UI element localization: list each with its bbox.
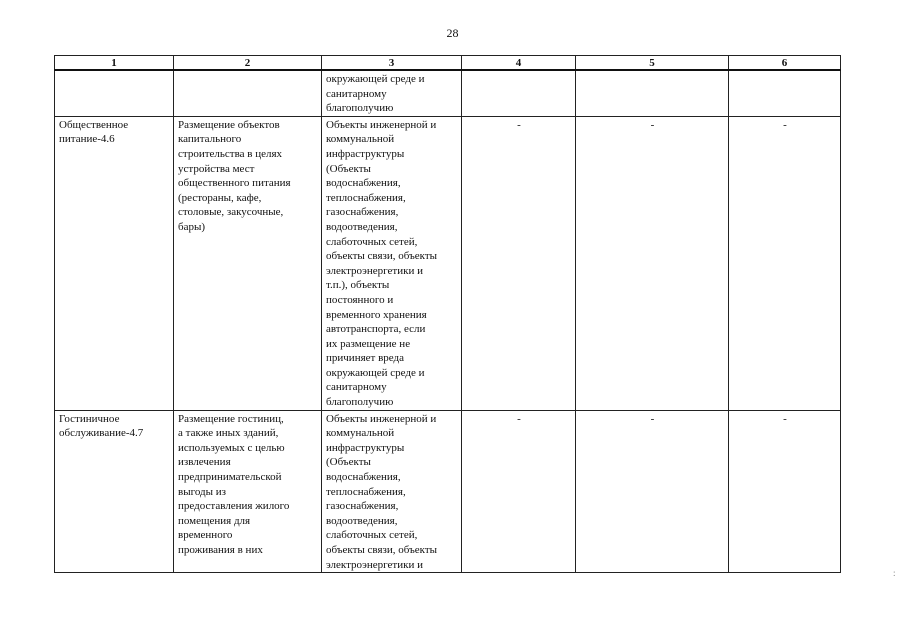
cell-col-5: - [576,410,729,573]
cell-land-use-type [55,70,174,116]
cell-line: водоснабжения, [326,471,401,484]
cell-line: устройства мест [178,162,255,175]
cell-line: коммунальной [326,133,395,146]
cell-line: временного [178,529,233,542]
column-header-1: 1 [55,56,174,71]
cell-col-6 [729,70,841,116]
cell-line: газоснабжения, [326,500,399,513]
cell-line: окружающей среде и [326,73,425,85]
cell-col-4 [462,70,576,116]
table-row [55,410,841,573]
cell-line: Размещение гостиниц, [178,412,284,425]
cell-line: теплоснабжения, [326,191,406,204]
cell-line: слаботочных сетей, [326,529,418,542]
cell-line: выгоды из [178,485,226,498]
cell-line: водоснабжения, [326,177,401,190]
cell-line: предоставления жилого [178,500,290,513]
table-row [55,116,841,410]
cell-col-5 [576,70,729,116]
cell-line: предпринимательской [178,471,282,484]
cell-line: автотранспорта, если [326,323,426,336]
cell-line: строительства в целях [178,147,283,160]
cell-line: столовые, закусочные, [178,206,284,219]
cell-line: объекты связи, объекты [326,250,438,263]
cell-line: коммунальной [326,427,395,440]
cell-description [174,116,322,410]
cell-land-use-type [55,116,174,410]
cell-description [174,70,322,116]
cell-col-4: - [462,116,576,410]
table-row [55,70,841,116]
cell-line: электроэнергетики и [326,264,423,277]
column-header-5: 5 [576,56,729,71]
column-header-6: 6 [729,56,841,71]
cell-line: используемых с целью [178,441,285,454]
cell-auxiliary-objects [322,410,462,573]
cell-line: окружающей среде и [326,366,425,379]
cell-line: причиняет вреда [326,352,404,365]
cell-line: водоотведения, [326,514,398,527]
cell-description [174,410,322,573]
column-header-3: 3 [322,56,462,71]
cell-line: питание-4.6 [59,133,115,146]
cell-line: благополучию [326,396,394,409]
page-number: 28 [446,26,459,40]
cell-line: общественного питания [178,177,291,190]
land-use-table [54,55,841,573]
cell-line: Гостиничное [59,412,120,425]
cell-col-6: - [729,116,841,410]
cell-line: инфраструктуры [326,441,405,454]
cell-line: а также иных зданий, [178,427,279,440]
cell-line: санитарному [326,87,387,100]
cell-line: (Объекты [326,162,371,175]
cell-line: проживания в них [178,544,263,556]
table-header-row [55,56,841,71]
cell-line: водоотведения, [326,220,398,233]
cell-auxiliary-objects [322,116,462,410]
scan-margin-mark: : [893,568,896,578]
cell-line: слаботочных сетей, [326,235,418,248]
cell-line: санитарному [326,381,387,394]
cell-line: объекты связи, объекты [326,544,438,556]
cell-line: Объекты инженерной и [326,118,437,131]
column-header-4: 4 [462,56,576,71]
cell-line: обслуживание-4.7 [59,427,144,440]
cell-line: капитального [178,133,242,146]
cell-col-6: - [729,410,841,573]
cell-line: Размещение объектов [178,118,280,131]
cell-line: Общественное [59,118,129,131]
cell-line: благополучию [326,102,394,115]
cell-line: электроэнергетики и [326,558,423,571]
cell-line: помещения для [178,514,251,527]
cell-col-4: - [462,410,576,573]
cell-line: теплоснабжения, [326,485,406,498]
cell-line: извлечения [178,456,231,469]
cell-auxiliary-objects [322,70,462,116]
column-header-2: 2 [174,56,322,71]
cell-line: т.п.), объекты [326,279,390,292]
cell-line: бары) [178,220,206,233]
cell-line: (Объекты [326,456,371,469]
cell-line: Объекты инженерной и [326,412,437,425]
cell-line: газоснабжения, [326,206,399,219]
cell-line: постоянного и [326,293,394,306]
cell-col-5: - [576,116,729,410]
cell-line: временного хранения [326,308,427,321]
cell-line: (рестораны, кафе, [178,191,262,204]
cell-land-use-type [55,410,174,573]
cell-line: их размещение не [326,337,411,350]
cell-line: инфраструктуры [326,147,405,160]
